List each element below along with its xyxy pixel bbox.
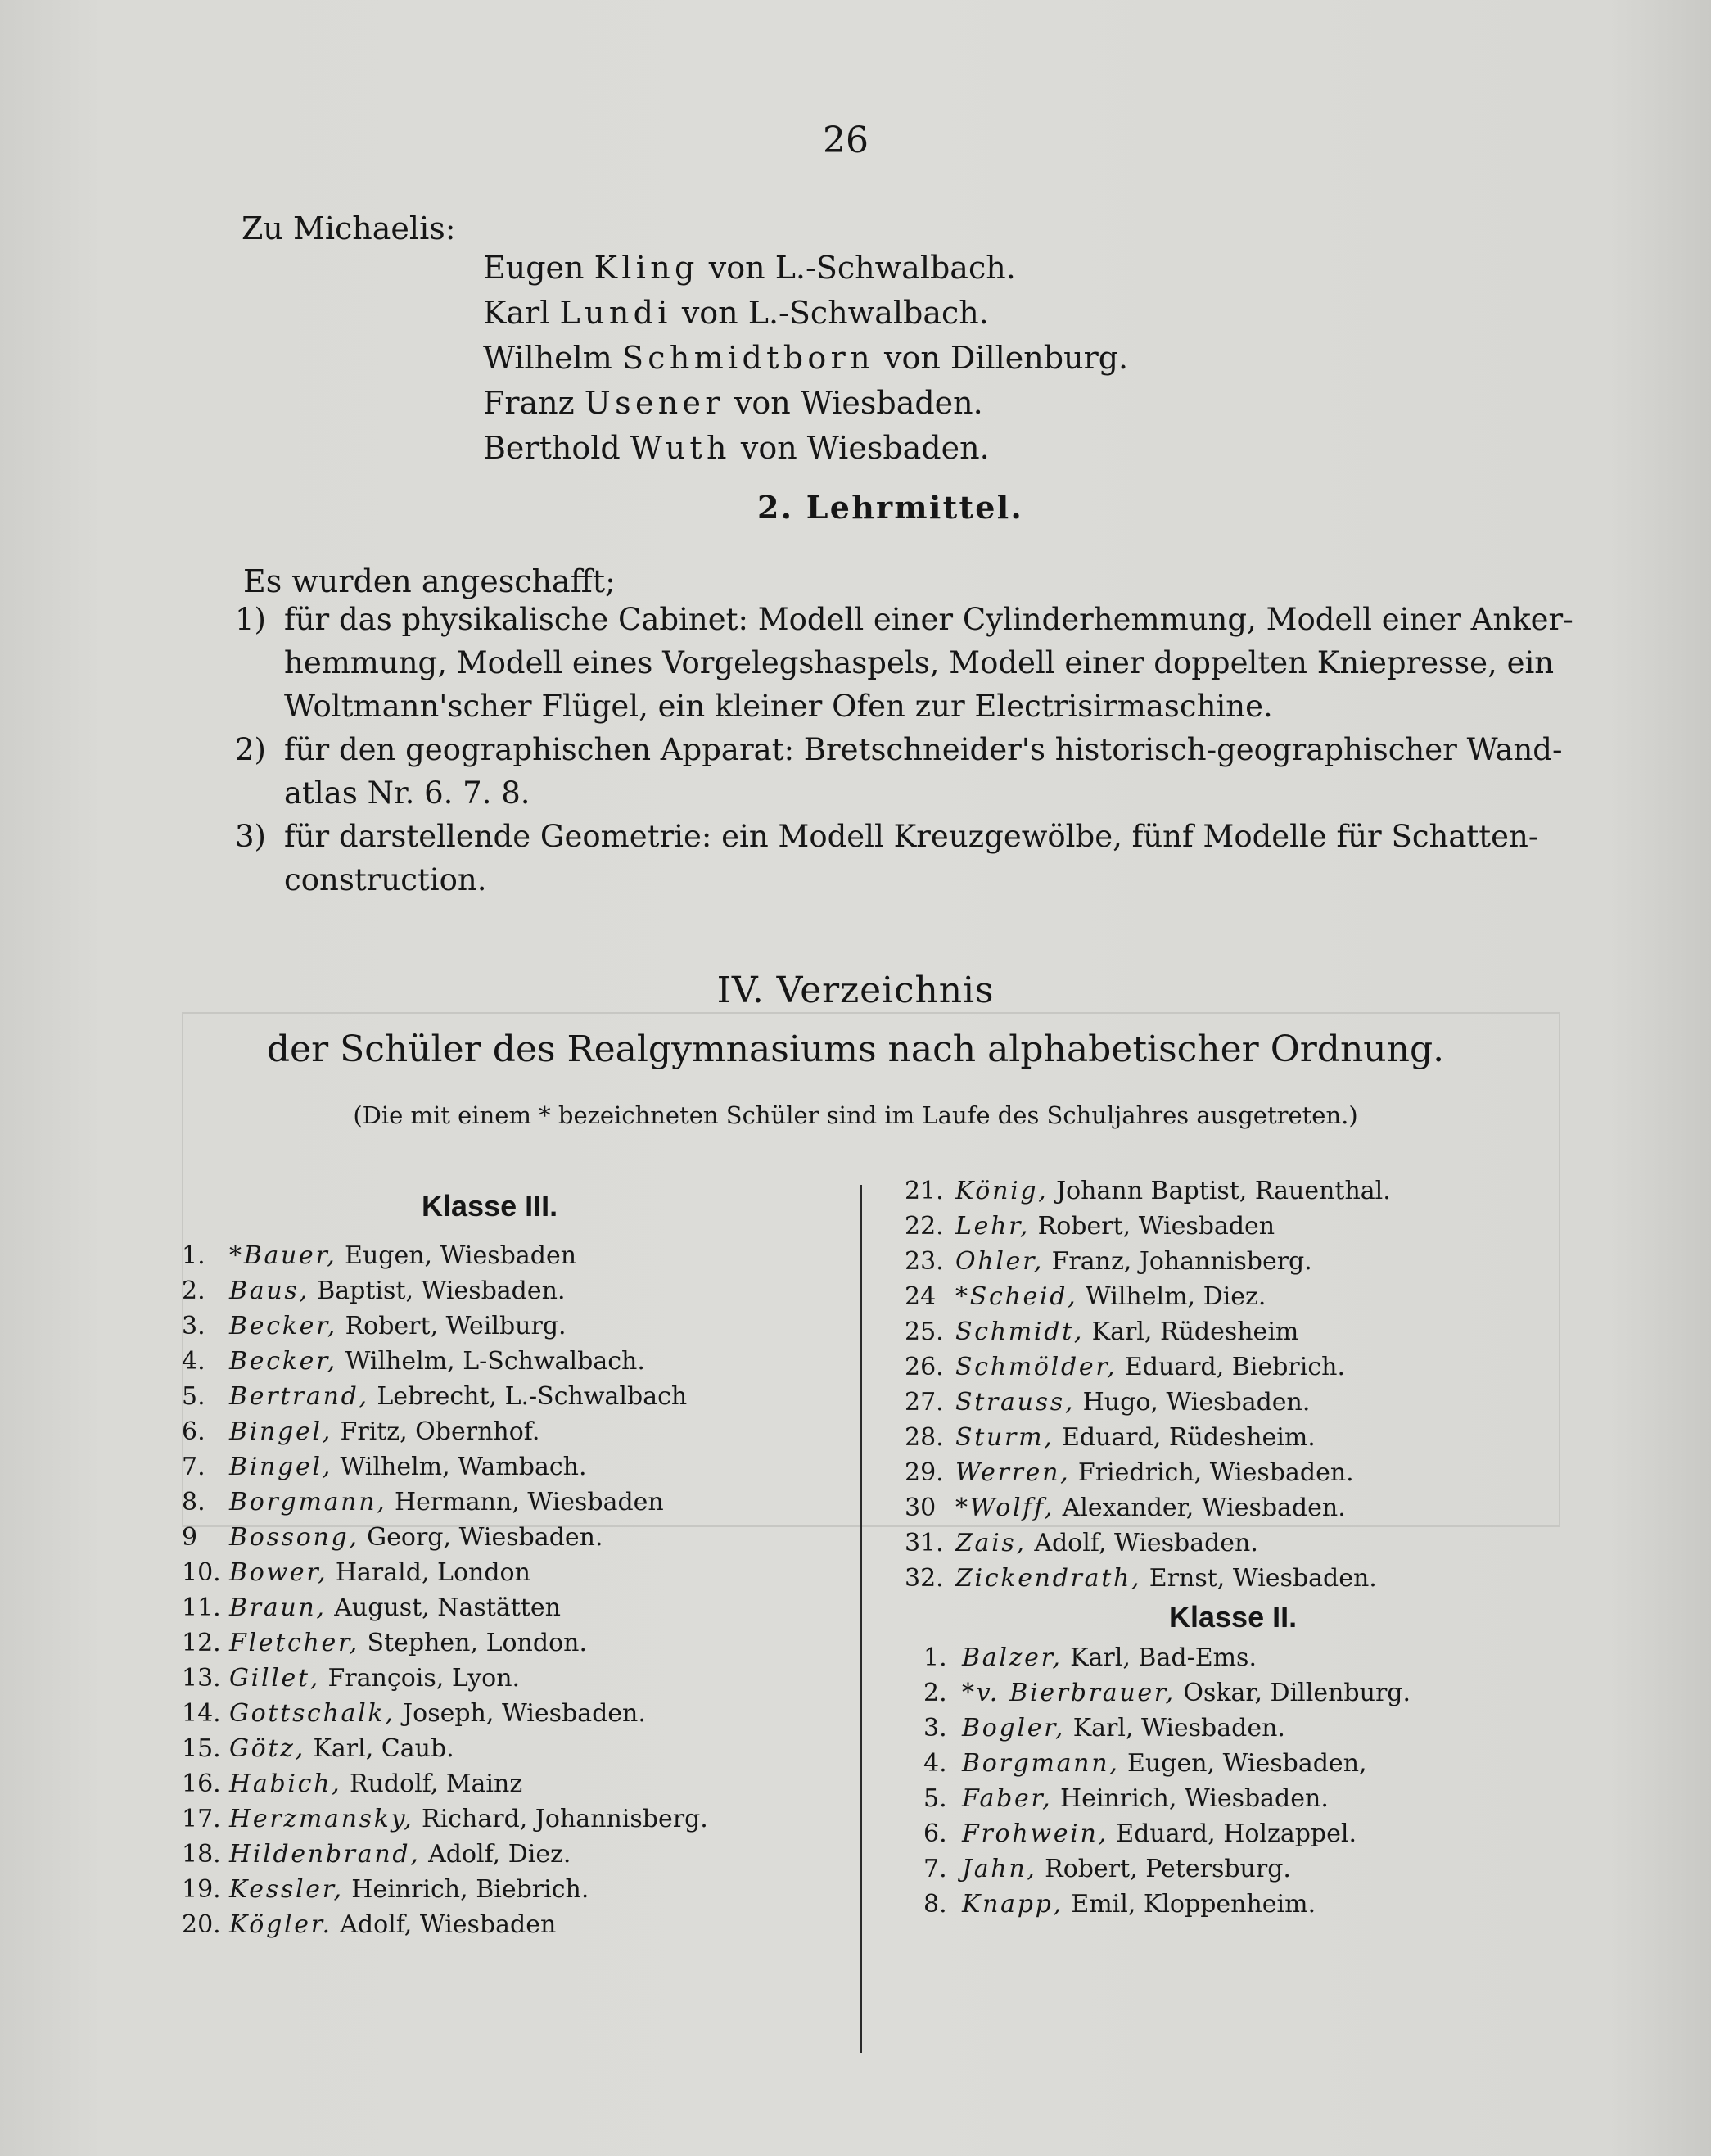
student-row: 2. Baus, Baptist, Wiesbaden. bbox=[182, 1277, 566, 1305]
student-row: 4. Borgmann, Eugen, Wiesbaden, bbox=[923, 1749, 1367, 1778]
student-row: 19. Kessler, Heinrich, Biebrich. bbox=[182, 1875, 589, 1904]
student-row: 8. Borgmann, Hermann, Wiesbaden bbox=[182, 1488, 664, 1516]
student-row: 10. Bower, Harald, London bbox=[182, 1558, 530, 1587]
student-row: 6. Frohwein, Eduard, Holzappel. bbox=[923, 1819, 1357, 1848]
student-row: 15. Götz, Karl, Caub. bbox=[182, 1734, 454, 1763]
lehrmittel-heading: 2. Lehrmittel. bbox=[757, 489, 1023, 526]
student-row: 7. Bingel, Wilhelm, Wambach. bbox=[182, 1453, 587, 1481]
michaelis-entry: Eugen Kling von L.-Schwalbach. bbox=[483, 250, 1016, 286]
student-row: 13. Gillet, François, Lyon. bbox=[182, 1664, 521, 1693]
lehrmittel-item: 3) für darstellende Geometrie: ein Modell Kreuzgewölbe, fünf Modelle für Schatten- construction. bbox=[235, 819, 1539, 897]
student-row: 32. Zickendrath, Ernst, Wiesbaden. bbox=[905, 1564, 1377, 1593]
student-row: 3. Becker, Robert, Weilburg. bbox=[182, 1312, 567, 1340]
klasse-2-list bbox=[923, 1640, 1411, 1922]
michaelis-entry: Franz Usener von Wiesbaden. bbox=[483, 385, 983, 421]
student-row: 24 *Scheid, Wilhelm, Diez. bbox=[905, 1282, 1266, 1311]
student-row: 17. Herzmansky, Richard, Johannisberg. bbox=[182, 1805, 708, 1833]
student-row: 4. Becker, Wilhelm, L-Schwalbach. bbox=[182, 1347, 645, 1376]
student-row: 22. Lehr, Robert, Wiesbaden bbox=[905, 1212, 1275, 1241]
student-row: 20. Kögler. Adolf, Wiesbaden bbox=[182, 1910, 557, 1939]
klasse-3-list-right bbox=[905, 1173, 1391, 1596]
michaelis-list bbox=[483, 246, 1128, 471]
verzeichnis-title: IV. Verzeichnis bbox=[716, 970, 995, 1011]
student-row: 29. Werren, Friedrich, Wiesbaden. bbox=[905, 1458, 1354, 1487]
klasse-3-list-left bbox=[182, 1238, 708, 1942]
student-row: 1. Balzer, Karl, Bad-Ems. bbox=[923, 1643, 1257, 1672]
michaelis-entry: Karl Lundi von L.-Schwalbach. bbox=[483, 295, 989, 331]
michaelis-entry: Wilhelm Schmidtborn von Dillenburg. bbox=[483, 340, 1129, 376]
student-row: 1. *Bauer, Eugen, Wiesbaden bbox=[182, 1241, 577, 1270]
student-row: 21. König, Johann Baptist, Rauenthal. bbox=[905, 1177, 1391, 1205]
student-row: 3. Bogler, Karl, Wiesbaden. bbox=[923, 1714, 1285, 1742]
lehrmittel-intro: Es wurden angeschafft; bbox=[243, 563, 616, 599]
student-row: 25. Schmidt, Karl, Rüdesheim bbox=[905, 1318, 1299, 1346]
student-row: 14. Gottschalk, Joseph, Wiesbaden. bbox=[182, 1699, 646, 1728]
column-divider bbox=[860, 1185, 862, 2053]
student-row: 6. Bingel, Fritz, Obernhof. bbox=[182, 1417, 540, 1446]
student-row: 30 *Wolff, Alexander, Wiesbaden. bbox=[905, 1494, 1346, 1522]
lehrmittel-item: 2) für den geographischen Apparat: Bretschneider's historisch-geographischer Wand- atlas Nr. 6. 7. 8. bbox=[235, 732, 1563, 811]
student-row: 5. Bertrand, Lebrecht, L.-Schwalbach bbox=[182, 1382, 688, 1411]
student-row: 18. Hildenbrand, Adolf, Diez. bbox=[182, 1840, 571, 1869]
verzeichnis-note: (Die mit einem * bezeichneten Schüler sind im Laufe des Schuljahres ausgetreten.) bbox=[353, 1101, 1358, 1129]
student-row: 8. Knapp, Emil, Kloppenheim. bbox=[923, 1890, 1316, 1919]
student-row: 31. Zais, Adolf, Wiesbaden. bbox=[905, 1529, 1258, 1557]
michaelis-heading: Zu Michaelis: bbox=[242, 210, 456, 246]
student-row: 5. Faber, Heinrich, Wiesbaden. bbox=[923, 1784, 1329, 1813]
student-row: 26. Schmölder, Eduard, Biebrich. bbox=[905, 1353, 1345, 1381]
klasse-3-heading: Klasse III. bbox=[422, 1189, 558, 1223]
page-number: 26 bbox=[823, 120, 869, 161]
michaelis-entry: Berthold Wuth von Wiesbaden. bbox=[483, 430, 990, 466]
student-row: 7. Jahn, Robert, Petersburg. bbox=[923, 1855, 1291, 1883]
verzeichnis-subtitle: der Schüler des Realgymnasiums nach alphabetischer Ordnung. bbox=[266, 1028, 1445, 1070]
lehrmittel-items bbox=[235, 598, 1573, 902]
student-row: 9 Bossong, Georg, Wiesbaden. bbox=[182, 1523, 603, 1552]
student-row: 27. Strauss, Hugo, Wiesbaden. bbox=[905, 1388, 1311, 1417]
student-row: 23. Ohler, Franz, Johannisberg. bbox=[905, 1247, 1312, 1276]
lehrmittel-item: 1) für das physikalische Cabinet: Modell einer Cylinderhemmung, Modell einer Anker- hemmung, Modell eines Vorgelegshaspels, Modell einer doppelten Kniepresse, ein Woltmann'scher Flügel, ein kleiner Ofen zur Electrisirmaschine. bbox=[235, 602, 1573, 724]
student-row: 12. Fletcher, Stephen, London. bbox=[182, 1629, 587, 1657]
student-row: 16. Habich, Rudolf, Mainz bbox=[182, 1770, 523, 1798]
student-row: 11. Braun, August, Nastätten bbox=[182, 1593, 561, 1622]
student-row: 2. *v. Bierbrauer, Oskar, Dillenburg. bbox=[923, 1679, 1411, 1707]
klasse-2-heading: Klasse II. bbox=[1169, 1600, 1298, 1634]
student-row: 28. Sturm, Eduard, Rüdesheim. bbox=[905, 1423, 1316, 1452]
